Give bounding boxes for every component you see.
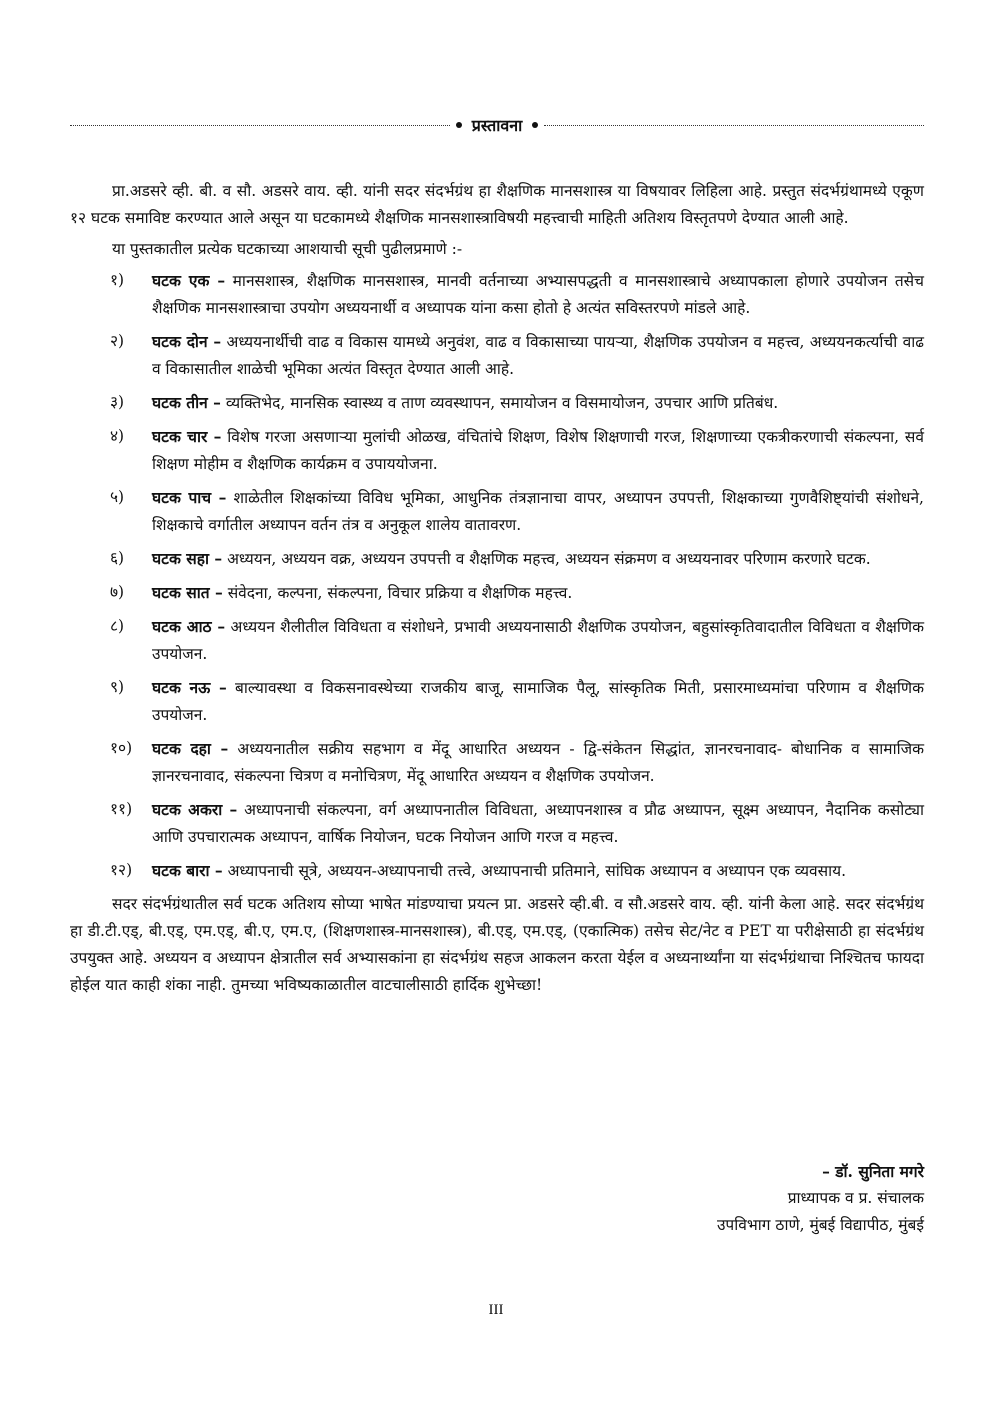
list-item xyxy=(70,328,924,383)
list-item-text: व्यक्तिभेद, मानसिक स्वास्थ्य व ताण व्यवस्थापन, समायोजन व विसमायोजन, उपचार आणि प्रतिबंध. xyxy=(225,394,779,412)
list-item-body xyxy=(152,579,924,607)
author-institution: उपविभाग ठाणे, मुंबई विद्यापीठ, मुंबई xyxy=(716,1216,924,1234)
list-item-number: १२) xyxy=(110,861,133,879)
list-item-text: बाल्यावस्था व विकसनावस्थेच्या राजकीय बाजू, सामाजिक पैलू, सांस्कृतिक मिती, प्रसारमाध्यमांचा परिणाम व शैक्षणिक उपयोजन. xyxy=(152,679,924,724)
list-item-number: २) xyxy=(110,332,125,350)
list-item-body xyxy=(152,674,924,729)
list-item-text: संवेदना, कल्पना, संकल्पना, विचार प्रक्रिया व शैक्षणिक महत्त्व. xyxy=(227,584,573,602)
list-intro: या पुस्तकातील प्रत्येक घटकाच्या आशयाची सूची पुढीलप्रमाणे :- xyxy=(112,240,463,258)
list-item-title: घटक सहा – xyxy=(152,549,223,568)
list-item-body xyxy=(152,545,924,573)
list-item-title: घटक दोन – xyxy=(152,332,222,351)
list-item-text: अध्ययनातील सक्रीय सहभाग व मेंदू आधारित अध्ययन - द्वि-संकेतन सिद्धांत, ज्ञानरचनावाद- बोधानिक व सामाजिक ज्ञानरचनावाद, संकल्पना चित्रण व मनोचित्रण, मेंदू आधारित अध्ययन व शैक्षणिक उपयोजन. xyxy=(152,740,924,785)
list-item-text: अध्ययन शैलीतील विविधता व संशोधने, प्रभावी अध्ययनासाठी शैक्षणिक उपयोजन, बहुसांस्कृतिवादातील विविधता व शैक्षणिक उपयोजन. xyxy=(152,618,924,663)
list-item-body xyxy=(152,735,924,790)
list-item xyxy=(70,484,924,539)
list-item-body xyxy=(152,613,924,668)
list-item-title: घटक अकरा – xyxy=(152,800,238,819)
list-item-title: घटक बारा – xyxy=(152,861,223,880)
list-item-number: ११) xyxy=(110,800,133,818)
list-item-title: घटक नऊ – xyxy=(152,678,227,697)
list-item-number: १) xyxy=(110,271,125,289)
list-item-title: घटक चार – xyxy=(152,427,222,446)
list-item xyxy=(70,545,924,573)
list-item-title: घटक आठ – xyxy=(152,617,226,636)
heading-left-dot xyxy=(456,122,462,128)
author-designation: प्राध्यापक व प्र. संचालक xyxy=(787,1189,924,1207)
page-title: प्रस्तावना xyxy=(471,116,523,135)
heading-right-rule xyxy=(544,125,924,126)
list-item-text: अध्यापनाची सूत्रे, अध्ययन-अध्यापनाची तत्त्वे, अध्यापनाची प्रतिमाने, सांघिक अध्यापन व अध्यापन एक व्यवसाय. xyxy=(227,862,847,880)
signature-block xyxy=(717,1158,924,1239)
list-item-body xyxy=(152,389,924,417)
list-item xyxy=(70,423,924,478)
main-content xyxy=(70,178,924,1003)
list-item-text: शाळेतील शिक्षकांच्या विविध भूमिका, आधुनिक तंत्रज्ञानाचा वापर, अध्यापन उपपत्ती, शिक्षकाच्या गुणवैशिष्ट्यांची संशोधने, शिक्षकाचे वर्गातील अध्यापन वर्तन तंत्र व अनुकूल शालेय वातावरण. xyxy=(152,489,924,534)
list-item-title: घटक पाच – xyxy=(152,488,227,507)
list-item xyxy=(70,389,924,417)
list-item xyxy=(70,674,924,729)
list-item xyxy=(70,857,924,885)
list-item xyxy=(70,579,924,607)
list-item-body xyxy=(152,796,924,851)
intro-paragraph: प्रा.अडसरे व्ही. बी. व सौ. अडसरे वाय. व्ही. यांनी सदर संदर्भग्रंथ हा शैक्षणिक मानसशास्त्र या विषयावर लिहिला आहे. प्रस्तुत संदर्भग्रंथामध्ये एकूण १२ घटक समाविष्ट करण्यात आले असून या घटकामध्ये शैक्षणिक मानसशास्त्राविषयी महत्त्वाची माहिती अतिशय विस्तृतपणे देण्यात आली आहे. xyxy=(70,182,924,227)
list-item xyxy=(70,796,924,851)
list-item-number: ९) xyxy=(110,678,125,696)
section-heading xyxy=(70,112,924,138)
list-item-number: ८) xyxy=(110,617,125,635)
list-item xyxy=(70,613,924,668)
list-item-number: ६) xyxy=(110,549,125,567)
list-item-number: ५) xyxy=(110,488,125,506)
list-item-number: ३) xyxy=(110,393,125,411)
list-item-body xyxy=(152,267,924,322)
list-item-number: ७) xyxy=(110,583,125,601)
list-item-body xyxy=(152,857,924,885)
list-item-body xyxy=(152,328,924,383)
list-item-title: घटक तीन – xyxy=(152,393,221,412)
closing-paragraph: सदर संदर्भग्रंथातील सर्व घटक अतिशय सोप्या भाषेत मांडण्याचा प्रयत्न प्रा. अडसरे व्ही.बी. व सौ.अडसरे वाय. व्ही. यांनी केला आहे. सदर संदर्भग्रंथ हा डी.टी.एड्, बी.एड्, एम.एड्, बी.ए, एम.ए, (शिक्षणशास्त्र-मानसशास्त्र), बी.एड्, एम.एड्, (एकात्मिक) तसेच सेट/नेट व PET या परीक्षेसाठी हा संदर्भग्रंथ उपयुक्त आहे. अध्ययन व अध्यापन क्षेत्रातील सर्व अभ्यासकांना हा संदर्भग्रंथ सहज आकलन करता येईल व अध्यनार्थ्यांना या संदर्भग्रंथाचा निश्चितच फायदा होईल यात काही शंका नाही. तुमच्या भविष्यकाळातील वाटचालीसाठी हार्दिक शुभेच्छा! xyxy=(70,895,924,994)
author-name: – डॉ. सुनिता मगरे xyxy=(822,1162,924,1181)
list-item xyxy=(70,267,924,322)
list-item-text: अध्ययन, अध्ययन वक्र, अध्ययन उपपत्ती व शैक्षणिक महत्त्व, अध्ययन संक्रमण व अध्ययनावर परिणाम करणारे घटक. xyxy=(227,550,871,568)
list-item-text: अध्ययनार्थीची वाढ व विकास यामध्ये अनुवंश, वाढ व विकासाच्या पायऱ्या, शैक्षणिक उपयोजन व महत्त्व, अध्ययनकर्त्याची वाढ व विकासातील शाळेची भूमिका अत्यंत विस्तृत देण्यात आली आहे. xyxy=(152,333,924,378)
list-item-number: ४) xyxy=(110,427,125,445)
list-item-text: अध्यापनाची संकल्पना, वर्ग अध्यापनातील विविधता, अध्यापनशास्त्र व प्रौढ अध्यापन, सूक्ष्म अध्यापन, नैदानिक कसोट्या आणि उपचारात्मक अध्यापन, वार्षिक नियोजन, घटक नियोजन आणि गरज व महत्त्व. xyxy=(152,801,924,846)
list-item-title: घटक एक – xyxy=(152,271,226,290)
list-item-body xyxy=(152,423,924,478)
page-number: III xyxy=(488,1302,504,1318)
heading-left-rule xyxy=(70,125,450,126)
list-item xyxy=(70,735,924,790)
list-item-text: विशेष गरजा असणाऱ्या मुलांची ओळख, वंचितांचे शिक्षण, विशेष शिक्षणाची गरज, शिक्षणाच्या एकत्रीकरणाची संकल्पना, सर्व शिक्षण मोहीम व शैक्षणिक कार्यक्रम व उपाययोजना. xyxy=(152,428,924,473)
list-item-number: १०) xyxy=(110,739,133,757)
list-item-text: मानसशास्त्र, शैक्षणिक मानसशास्त्र, मानवी वर्तनाच्या अभ्यासपद्धती व मानसशास्त्राचे अध्यापकाला होणारे उपयोजन तसेच शैक्षणिक मानसशास्त्राचा उपयोग अध्ययनार्थी व अध्यापक यांना कसा होतो हे अत्यंत सविस्तरपणे मांडले आहे. xyxy=(152,272,924,317)
list-item-title: घटक दहा – xyxy=(152,739,229,758)
list-item-title: घटक सात – xyxy=(152,583,223,602)
heading-right-dot xyxy=(532,122,538,128)
list-item-body xyxy=(152,484,924,539)
unit-list xyxy=(70,267,924,885)
